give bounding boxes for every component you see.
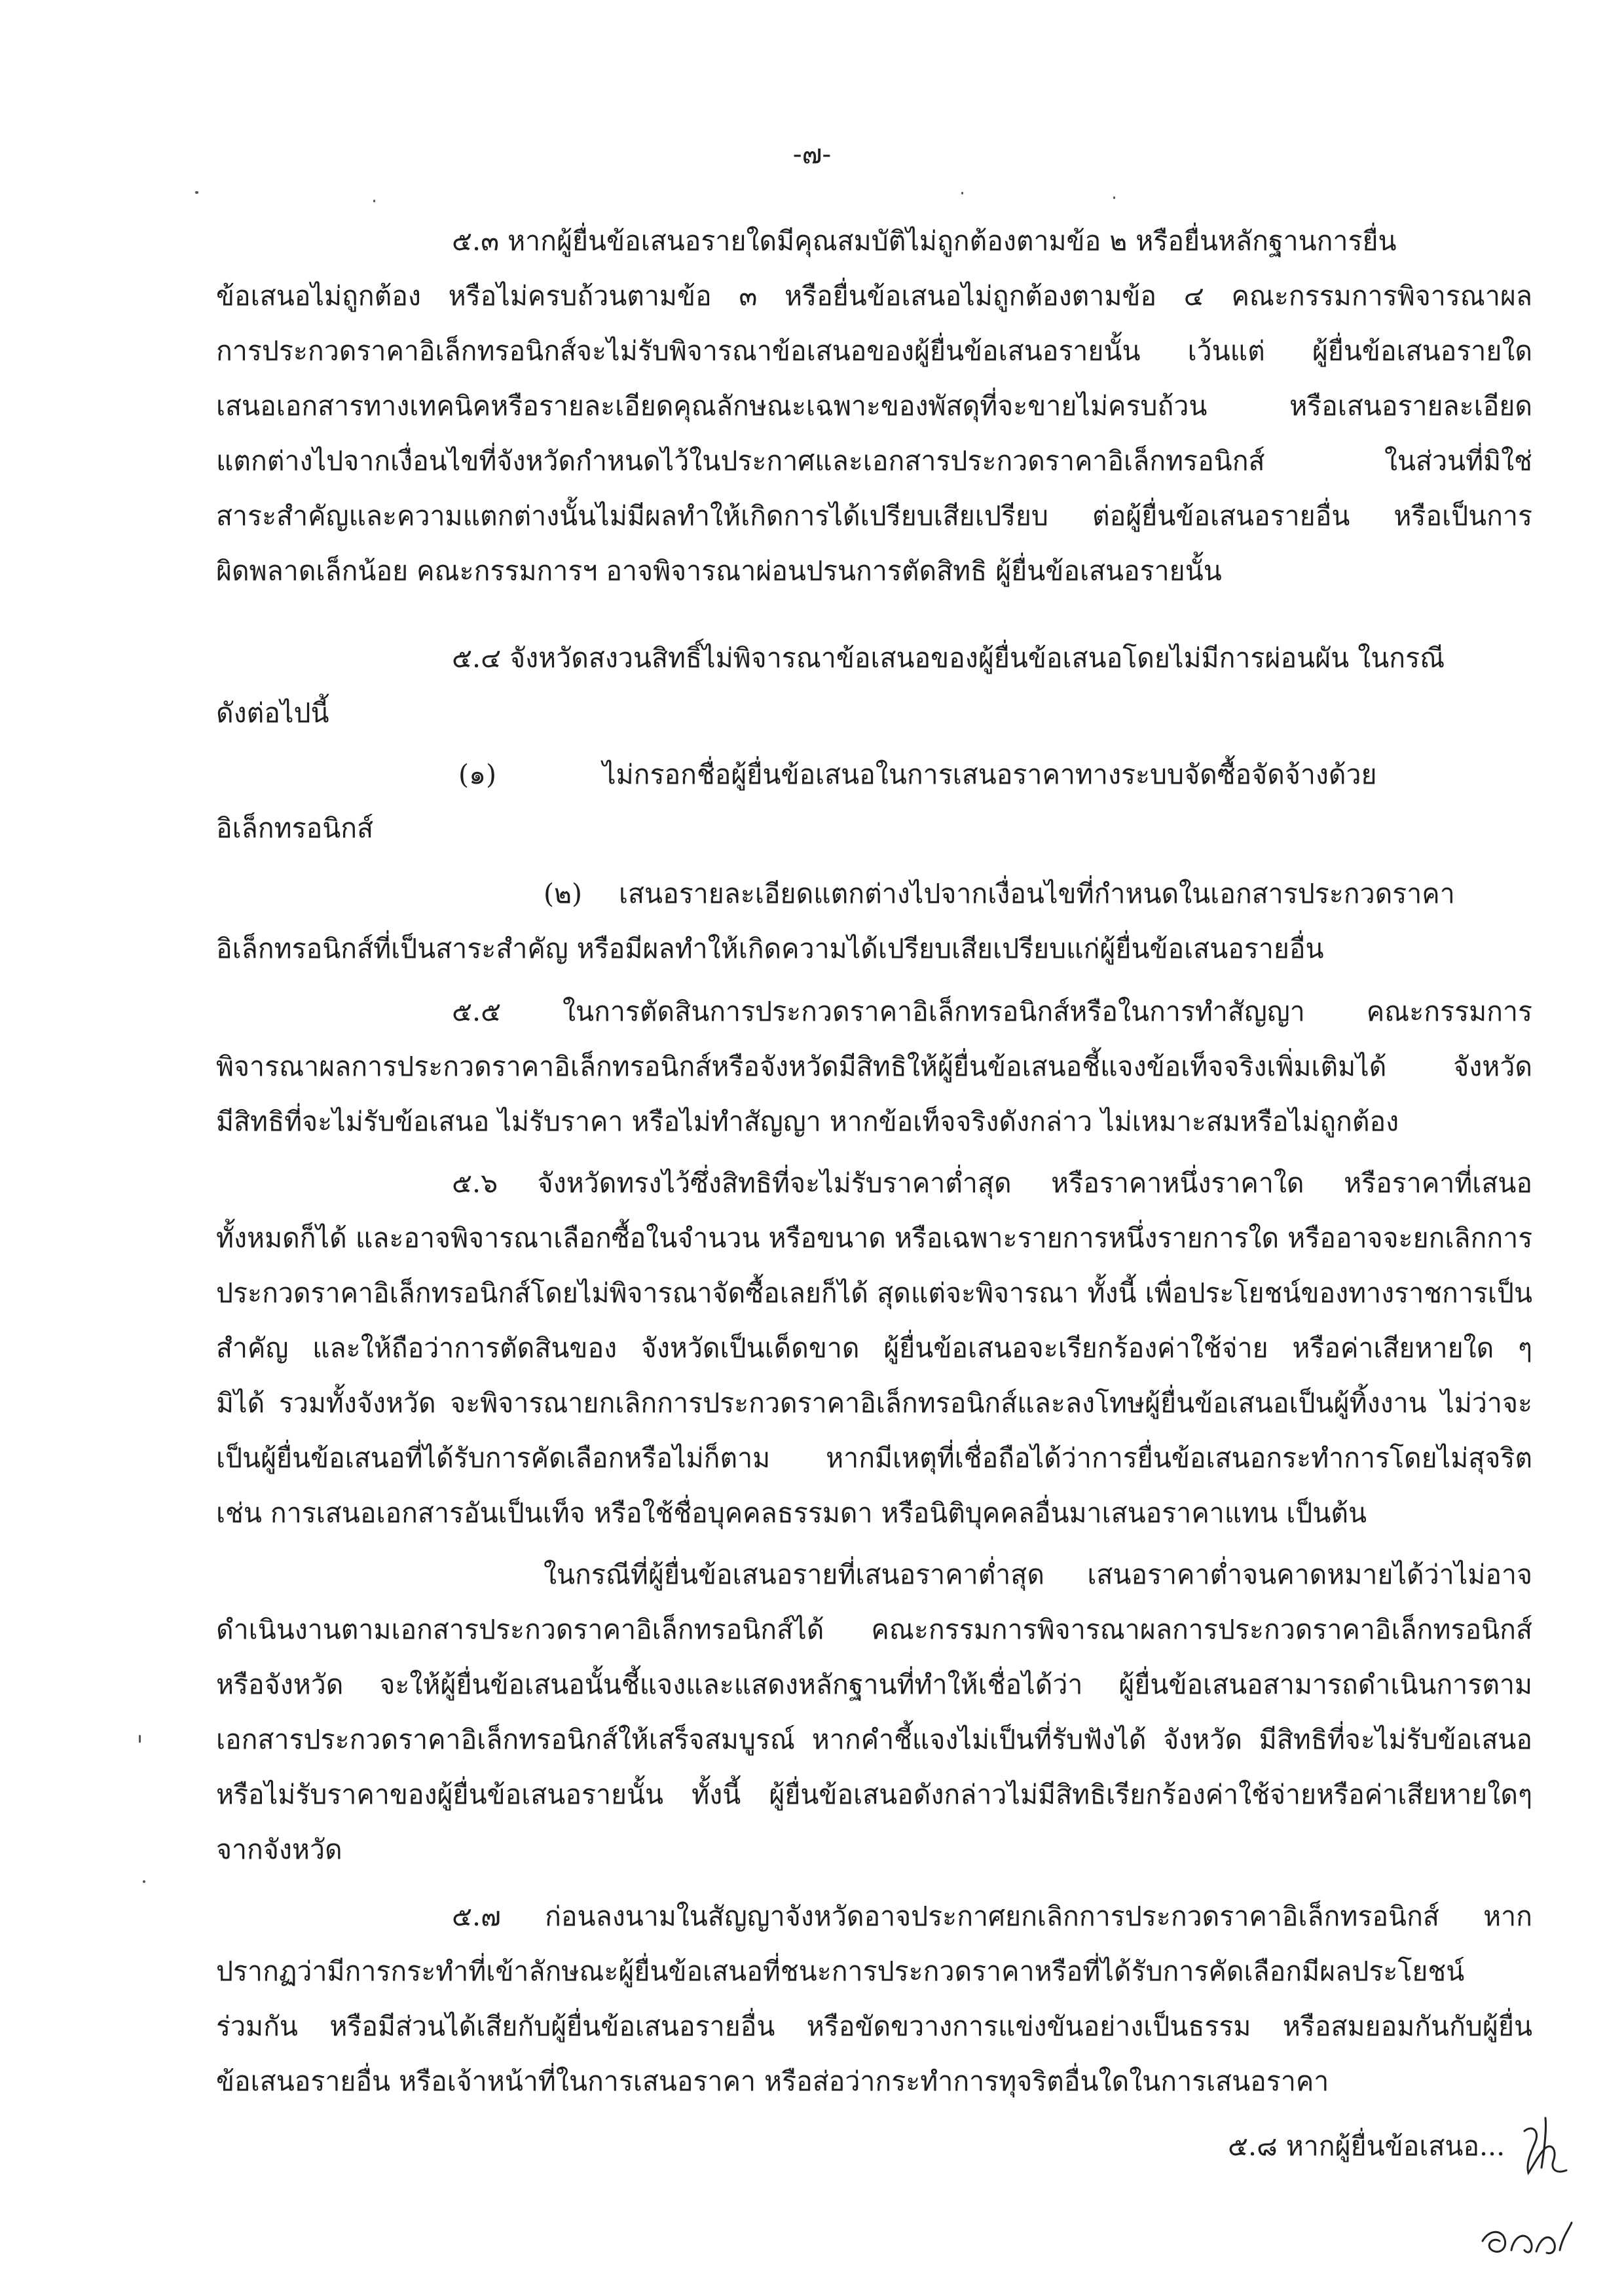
paragraph-line: อิเล็กทรอนิกส์ที่เป็นสาระสำคัญ หรือมีผลทำให้เกิดความได้เปรียบเสียเปรียบแก่ผู้ยื่นข้อเสนอรายอื่น [216,933,1324,964]
page-number: -๗- [792,138,832,170]
paragraph-line: ดำเนินงานตามเอกสารประกวดราคาอิเล็กทรอนิกส์ได้ คณะกรรมการพิจารณาผลการประกวดราคาอิเล็กทรอนิกส์ [216,1614,1532,1645]
paragraph-line: ๕.๖ จังหวัดทรงไว้ซึ่งสิทธิที่จะไม่รับราคาต่ำสุด หรือราคาหนึ่งราคาใด หรือราคาที่เสนอ [452,1167,1532,1199]
paragraph-line: ดังต่อไปนี้ [216,697,329,729]
scan-speck [961,192,963,194]
scan-speck [143,1880,145,1883]
paragraph-line: ๕.๔ จังหวัดสงวนสิทธิ์ไม่พิจารณาข้อเสนอของผู้ยื่นข้อเสนอโดยไม่มีการผ่อนผัน ในกรณี [452,642,1445,674]
paragraph-line: หรือจังหวัด จะให้ผู้ยื่นข้อเสนอนั้นชี้แจงและแสดงหลักฐานที่ทำให้เชื่อได้ว่า ผู้ยื่นข้อเสนอสามารถดำเนินการตาม [216,1669,1532,1700]
paragraph-line: พิจารณาผลการประกวดราคาอิเล็กทรอนิกส์หรือจังหวัดมีสิทธิให้ผู้ยื่นข้อเสนอชี้แจงข้อเท็จจริงเพิ่มเติมได้ จังหวัด [216,1051,1532,1082]
paragraph-line: เสนอเอกสารทางเทคนิคหรือรายละเอียดคุณลักษณะเฉพาะของพัสดุที่จะขายไม่ครบถ้วน หรือเสนอรายละเอียด [216,390,1532,422]
paragraph-line: แตกต่างไปจากเงื่อนไขที่จังหวัดกำหนดไว้ในประกาศและเอกสารประกวดราคาอิเล็กทรอนิกส์ ในส่วนที่มิใช่ [216,445,1532,477]
paragraph-line: สาระสำคัญและความแตกต่างนั้นไม่มีผลทำให้เกิดการได้เปรียบเสียเปรียบ ต่อผู้ยื่นข้อเสนอรายอื่น หรือเป็นการ [216,500,1532,532]
paragraph-line: ๕.๗ ก่อนลงนามในสัญญาจังหวัดอาจประกาศยกเลิกการประกวดราคาอิเล็กทรอนิกส์ หาก [452,1901,1532,1932]
paragraph-line: ๕.๕ ในการตัดสินการประกวดราคาอิเล็กทรอนิกส์หรือในการทำสัญญา คณะกรรมการ [452,996,1532,1027]
signature-initials-lower [1473,2210,1578,2269]
paragraph-line: ๕.๓ หากผู้ยื่นข้อเสนอรายใดมีคุณสมบัติไม่ถูกต้องตามข้อ ๒ หรือยื่นหลักฐานการยื่น [452,225,1397,257]
list-number: (๑) [458,759,497,790]
paragraph-line: เป็นผู้ยื่นข้อเสนอที่ได้รับการคัดเลือกหรือไม่ก็ตาม หากมีเหตุที่เชื่อถือได้ว่าการยื่นข้อเสนอกระทำการโดยไม่สุจริต [216,1442,1532,1474]
paragraph-line: การประกวดราคาอิเล็กทรอนิกส์จะไม่รับพิจารณาข้อเสนอของผู้ยื่นข้อเสนอรายนั้น เว้นแต่ ผู้ยื่นข้อเสนอรายใด [216,335,1532,367]
continuation-text: ๕.๘ หากผู้ยื่นข้อเสนอ... [1228,2130,1505,2162]
list-item-text: ไม่กรอกชื่อผู้ยื่นข้อเสนอในการเสนอราคาทางระบบจัดซื้อจัดจ้างด้วย [602,759,1377,790]
paragraph-line: เช่น การเสนอเอกสารอันเป็นเท็จ หรือใช้ชื่อบุคคลธรรมดา หรือนิติบุคคลอื่นมาเสนอราคาแทน เป็นต้น [216,1497,1367,1529]
list-number: (๒) [544,878,583,909]
scan-speck [1113,196,1115,199]
paragraph-line: มีสิทธิที่จะไม่รับข้อเสนอ ไม่รับราคา หรือไม่ทำสัญญา หากข้อเท็จจริงดังกล่าว ไม่เหมาะสมหรือไม่ถูกต้อง [216,1106,1399,1137]
paragraph-line: ปรากฏว่ามีการกระทำที่เข้าลักษณะผู้ยื่นข้อเสนอที่ชนะการประกวดราคาหรือที่ได้รับการคัดเลือกมีผลประโยชน์ [216,1956,1465,1987]
paragraph-line: ข้อเสนอไม่ถูกต้อง หรือไม่ครบถ้วนตามข้อ ๓ หรือยื่นข้อเสนอไม่ถูกต้องตามข้อ ๔ คณะกรรมการพิจารณาผล [216,280,1532,312]
list-item-text: เสนอรายละเอียดแตกต่างไปจากเงื่อนไขที่กำหนดในเอกสารประกวดราคา [619,878,1455,909]
paragraph-line: ข้อเสนอรายอื่น หรือเจ้าหน้าที่ในการเสนอราคา หรือส่อว่ากระทำการทุจริตอื่นใดในการเสนอราคา [216,2066,1329,2097]
paragraph-line: มิได้ รวมทั้งจังหวัด จะพิจารณายกเลิกการประกวดราคาอิเล็กทรอนิกส์และลงโทษผู้ยื่นข้อเสนอเป็นผู้ทิ้งงาน ไม่ว่าจะ [216,1387,1532,1419]
paragraph-line: อิเล็กทรอนิกส์ [216,812,374,844]
paragraph-line: ในกรณีที่ผู้ยื่นข้อเสนอรายที่เสนอราคาต่ำสุด เสนอราคาต่ำจนคาดหมายได้ว่าไม่อาจ [544,1559,1532,1590]
paragraph-line: ทั้งหมดก็ได้ และอาจพิจารณาเลือกซื้อในจำนวน หรือขนาด หรือเฉพาะรายการหนึ่งรายการใด หรืออาจจะยกเลิกการ [216,1222,1533,1254]
paragraph-line: หรือไม่รับราคาของผู้ยื่นข้อเสนอรายนั้น ทั้งนี้ ผู้ยื่นข้อเสนอดังกล่าวไม่มีสิทธิเรียกร้องค่าใช้จ่ายหรือค่าเสียหายใดๆ [216,1779,1532,1810]
paragraph-line: เอกสารประกวดราคาอิเล็กทรอนิกส์ให้เสร็จสมบูรณ์ หากคำชี้แจงไม่เป็นที่รับฟังได้ จังหวัด มีสิทธิที่จะไม่รับข้อเสนอ [216,1724,1532,1755]
signature-initials-upper [1506,2105,1585,2190]
paragraph-line: จากจังหวัด [216,1834,342,1865]
paragraph-line: สำคัญ และให้ถือว่าการตัดสินของ จังหวัดเป็นเด็ดขาด ผู้ยื่นข้อเสนอจะเรียกร้องค่าใช้จ่าย หรือค่าเสียหายใด ๆ [216,1332,1532,1364]
paragraph-line: ผิดพลาดเล็กน้อย คณะกรรมการฯ อาจพิจารณาผ่อนปรนการตัดสิทธิ ผู้ยื่นข้อเสนอรายนั้น [216,555,1222,587]
scan-speck [195,191,198,194]
paragraph-line: ประกวดราคาอิเล็กทรอนิกส์โดยไม่พิจารณาจัดซื้อเลยก็ได้ สุดแต่จะพิจารณา ทั้งนี้ เพื่อประโยชน์ของทางราชการเป็น [216,1277,1532,1309]
scan-speck [373,200,375,202]
paragraph-line: ร่วมกัน หรือมีส่วนได้เสียกับผู้ยื่นข้อเสนอรายอื่น หรือขัดขวางการแข่งขันอย่างเป็นธรรม หรือสมยอมกันกับผู้ยื่น [216,2011,1532,2042]
scan-speck [139,1735,141,1743]
